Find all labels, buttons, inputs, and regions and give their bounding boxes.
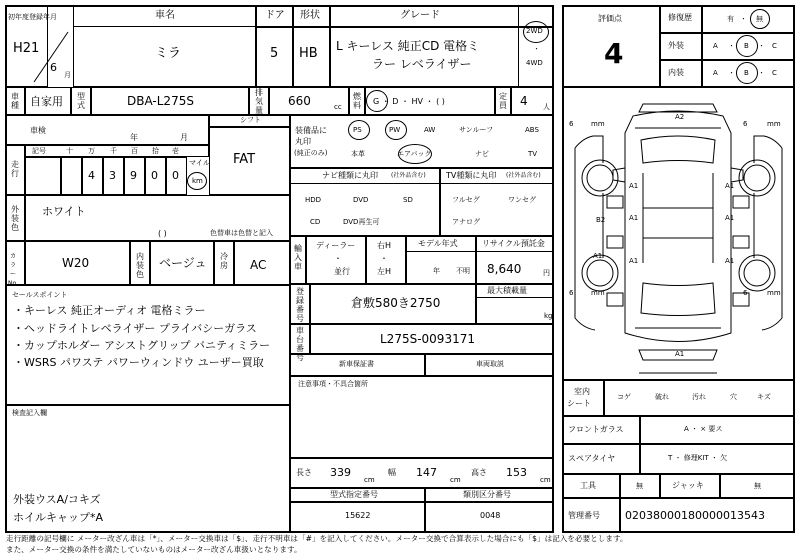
reg-month: 6 [50, 61, 57, 74]
doors: 5 [270, 46, 279, 61]
max-load-label: 最大積載量 [487, 286, 527, 295]
mark-a1-side-l: A1 [593, 252, 603, 260]
footer-line1: 走行距離の記号欄に メーター改ざん車は「*」、メーター交換車は「$」、走行不明車は「#」を記入してください。メーター交換で合算表示した場合にも「$」は記入を必要とします。 [6, 534, 628, 543]
reg-no: 倉敷580き2750 [351, 296, 441, 310]
ac-value: AC [250, 258, 267, 272]
ext-color-label: 外装色 [11, 205, 19, 232]
equip-aw: AW [424, 126, 436, 134]
sheet-hole: 穴 [730, 393, 737, 401]
sheet-tear: 破れ [655, 393, 669, 401]
sales-line-2: ・カップホルダー アシストグリップ バニティミラー [13, 339, 271, 352]
ext-grade-dot1: ・ [728, 42, 735, 50]
score-label: 評価点 [598, 14, 622, 23]
windshield-label: フロントガラス [568, 425, 624, 434]
import-parallel: 並行 [334, 267, 350, 276]
int-grade-dot1: ・ [728, 69, 735, 77]
grade-line2: ラー レベライザー [372, 57, 472, 71]
mileage-digit-2: 9 [130, 169, 137, 182]
spare-options: T ・ 修理KIT ・ 欠 [668, 454, 728, 462]
shift-value: FAT [233, 152, 256, 167]
mileage-digit-header-3: 千 [110, 147, 117, 155]
equip-sunroof: サンルーフ [459, 126, 494, 134]
windshield-options: A ・ × 要ス [684, 425, 723, 433]
jack-label: ジャッキ [672, 481, 704, 490]
width-unit: cm [450, 476, 461, 484]
equip-tv: TV [528, 150, 538, 158]
repair-none: 無 [756, 15, 763, 23]
repair-yes: 有 [727, 15, 734, 23]
drive-2wd: 2WD [526, 27, 543, 35]
length-label: 長さ [296, 468, 312, 477]
jack-value: 無 [754, 482, 761, 490]
car-name-label: 車名 [155, 10, 175, 21]
reg-year-label: 初年度登録年月 [8, 13, 57, 21]
navi-dvd: DVD [353, 196, 369, 204]
score-value: 4 [604, 37, 624, 70]
displacement: 660 [288, 94, 311, 108]
footer-line2: また、メーター交換の条件を満たしていないものはメーター改ざん車扱いとなります。 [6, 545, 302, 554]
color-no-label: カラーNo. [8, 253, 18, 287]
equip-abs: ABS [525, 126, 539, 134]
model-year-unit: 年 [433, 267, 440, 275]
int-grade-c: C [772, 69, 777, 77]
km-label: km [192, 177, 203, 185]
navi-label: ナビ種類に丸印 [322, 171, 378, 180]
sales-line-0: ・キーレス 純正オーディオ 電格ミラー [13, 304, 206, 317]
int-grade-b: B [744, 69, 749, 77]
body: HB [299, 46, 318, 61]
tv-note: (社外品含む) [506, 172, 541, 179]
mileage-digit-header-4: 百 [131, 147, 138, 155]
ext-color-note: 色替車は色替と記入 [210, 229, 273, 237]
ext-grade-b: B [744, 42, 749, 50]
model-year-unknown: 不明 [456, 267, 470, 275]
mileage-digit-header-1: 十 [66, 147, 73, 155]
car-diagram [563, 88, 794, 379]
height-unit: cm [540, 476, 551, 484]
sheet-scratch: キズ [757, 393, 771, 401]
ac-label: 冷房 [220, 252, 228, 270]
model: DBA-L275S [127, 94, 194, 108]
mark-a2: A2 [675, 113, 685, 121]
inspector-line-1: ホイルキャップ*A [13, 511, 104, 524]
use-label: 車種 [11, 92, 19, 110]
car-name: ミラ [155, 46, 182, 61]
shaken-year-unit: 年 [130, 133, 138, 142]
type-no-label: 型式指定番号 [330, 490, 378, 499]
wheel-label-fr-num: 6 [743, 120, 748, 128]
import-label: 輸入車 [294, 244, 302, 271]
equipment-label-3: (純正のみ) [294, 149, 328, 157]
tv-label: TV種類に丸印 [446, 171, 497, 180]
new-car-warranty: 新車保証書 [339, 360, 374, 368]
grade-label: グレード [400, 10, 440, 21]
manual: 車両取説 [476, 360, 504, 368]
interior-sheet-label1: 室内 [574, 387, 590, 396]
chassis: L275S-0093171 [380, 332, 475, 346]
mark-a1-rear: A1 [675, 350, 685, 358]
wheel-label-rr-num: 6 [743, 289, 748, 297]
recycle-label: リサイクル預託金 [482, 239, 545, 248]
fuel-options: G ・ D ・ HV ・ ( ) [373, 97, 445, 106]
mileage-digit-header-0: 記号 [32, 147, 46, 155]
ext-grade-a: A [713, 42, 718, 50]
max-load-unit: kg [544, 312, 553, 320]
mile-label: マイル [189, 159, 210, 167]
recycle-value: 8,640 [487, 262, 522, 276]
reg-no-label: 登録番号 [296, 287, 304, 323]
navi-note: (社外品含む) [391, 172, 426, 179]
chassis-label: 車台番号 [296, 326, 304, 362]
int-grade-dot2: ・ [758, 69, 765, 77]
tools-value: 無 [636, 482, 643, 490]
width-label: 幅 [388, 468, 396, 477]
reg-month-unit: 月 [64, 71, 71, 79]
mark-a1-fl: A1 [629, 182, 639, 190]
capacity-label: 定員 [499, 92, 507, 110]
mileage-digit-3: 0 [151, 169, 158, 182]
int-grade-a: A [713, 69, 718, 77]
notes-label: 注意事項・不具合箇所 [298, 380, 368, 388]
sales-points-label: セールスポイント [12, 291, 68, 299]
mileage-digit-4: 0 [172, 169, 179, 182]
import-right-h: 右H [377, 241, 392, 250]
ext-grade-dot2: ・ [758, 42, 765, 50]
sales-line-3: ・WSRS パワステ パワーウィンドウ ユーザー買取 [13, 356, 264, 369]
mileage-digit-header-6: 壱 [172, 147, 179, 155]
tools-label: 工具 [580, 481, 596, 490]
wheel-label-rl-num: 6 [569, 289, 574, 297]
displacement-unit: cc [334, 103, 342, 111]
interior-score-label: 内装 [668, 68, 684, 77]
type-no: 15622 [345, 511, 371, 520]
inspector-label: 検査記入欄 [12, 409, 47, 417]
sheet-burn: コゲ [617, 393, 631, 401]
tv-analog: アナログ [452, 218, 480, 226]
sales-line-1: ・ヘッドライトレベライザー プライバシーガラス [13, 322, 257, 335]
length-unit: cm [364, 476, 375, 484]
mark-a1-rl: A1 [629, 257, 639, 265]
drive-dot: ・ [533, 45, 540, 53]
use-value: 自家用 [30, 95, 63, 108]
mileage-digit-header-2: 万 [88, 147, 95, 155]
wheel-label-fr-unit: mm [767, 120, 781, 128]
mileage-digit-0: 4 [88, 169, 95, 182]
mileage-digit-header-5: 拾 [152, 147, 159, 155]
wheel-label-rl-unit: mm [591, 289, 605, 297]
navi-cd: CD [310, 218, 321, 226]
color-no: W20 [62, 256, 90, 270]
ext-color-paren: ( ) [158, 229, 167, 238]
fuel-label: 燃料 [353, 92, 361, 110]
reg-slash [30, 30, 70, 85]
displacement-label: 排気量 [255, 88, 263, 115]
exterior-label: 外装 [668, 41, 684, 50]
recycle-yen: 円 [543, 269, 550, 277]
import-dealer: ディーラー [316, 241, 356, 250]
import-left-h: 左H [377, 267, 392, 276]
mark-a1-ml: A1 [629, 214, 639, 222]
repair-label: 修復歴 [668, 13, 692, 22]
mark-b2: B2 [596, 216, 606, 224]
wheel-label-fl-num: 6 [569, 120, 574, 128]
model-year-label: モデル年式 [418, 239, 458, 248]
length: 339 [330, 466, 351, 479]
body-label: 形状 [300, 10, 320, 21]
height: 153 [506, 466, 527, 479]
inspector-line-0: 外装ウスA/コキズ [13, 493, 101, 506]
shift-label: シフト [240, 116, 261, 124]
ext-color: ホワイト [42, 205, 86, 218]
wheel-label-rr-unit: mm [767, 289, 781, 297]
equipment-label-1: 装備品に [295, 126, 327, 135]
sheet-stain: 汚れ [692, 393, 706, 401]
reg-era-year: H21 [13, 41, 40, 56]
navi-sd: SD [403, 196, 413, 204]
equip-leather: 本革 [351, 150, 365, 158]
mark-a1-mr: A1 [725, 214, 735, 222]
width: 147 [416, 466, 437, 479]
ext-grade-c: C [772, 42, 777, 50]
height-label: 高さ [471, 468, 487, 477]
mgmt-label: 管理番号 [568, 511, 600, 520]
class-no: 0048 [480, 511, 501, 520]
navi-dvd-play: DVD再生可 [343, 218, 380, 226]
grade-line1: L キーレス 純正CD 電格ミ [336, 39, 480, 53]
equip-navi: ナビ [475, 150, 489, 158]
equip-ps: PS [353, 126, 362, 134]
interior-label: 内装色 [136, 252, 144, 279]
equipment-label-2: 丸印 [295, 137, 311, 146]
shaken-label: 車検 [30, 126, 46, 135]
model-label: 型式 [77, 92, 85, 110]
capacity: 4 [520, 94, 528, 108]
mark-a1-fr: A1 [725, 182, 735, 190]
wheel-label-fl-unit: mm [591, 120, 605, 128]
class-no-label: 類別区分番号 [463, 490, 511, 499]
navi-hdd: HDD [305, 196, 322, 204]
mgmt-no: 02038000180000013543 [625, 509, 765, 522]
mark-a1-rr: A1 [725, 257, 735, 265]
tv-oneseg: ワンセグ [508, 196, 536, 204]
capacity-unit: 人 [543, 103, 550, 111]
equip-airbag: エアバック [397, 150, 432, 158]
interior-sheet-label2: シート [567, 399, 591, 408]
mileage-label: 走行 [11, 160, 19, 178]
doors-label: ドア [265, 10, 285, 21]
equip-pw: PW [389, 126, 401, 134]
spare-label: スペアタイヤ [568, 454, 616, 463]
mileage-digit-1: 3 [109, 169, 116, 182]
interior-color: ベージュ [159, 256, 207, 270]
drive-4wd: 4WD [526, 59, 543, 67]
repair-dot: ・ [740, 15, 747, 23]
shaken-month-unit: 月 [180, 133, 188, 142]
tv-fullseg: フルセグ [452, 196, 480, 204]
